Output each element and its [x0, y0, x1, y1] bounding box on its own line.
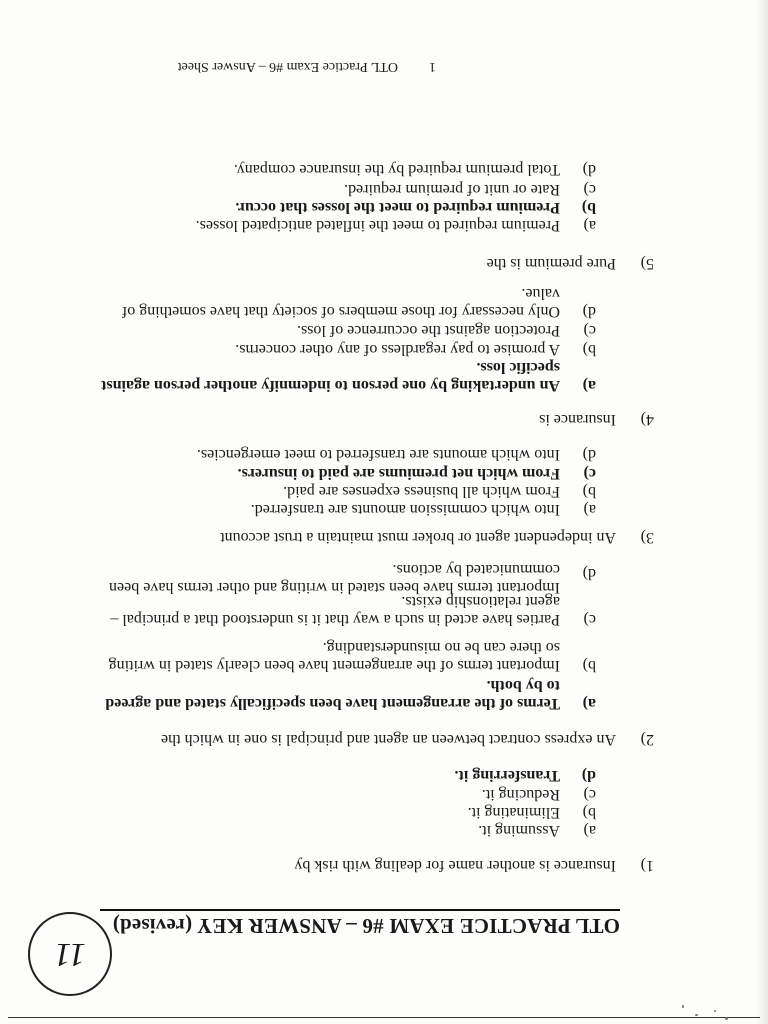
correct-answer: From which net premiums are paid to insurers.	[237, 465, 560, 482]
question-number: 4)	[640, 411, 654, 428]
scan-edge	[756, 0, 768, 1024]
question-number: 3)	[640, 529, 654, 546]
option-text: Important terms of the arrangement have been clearly stated in writing so there can be no misunderstanding.	[108, 639, 560, 674]
question-number: 2)	[640, 731, 654, 748]
option-letter: a)	[583, 217, 596, 234]
option-letter: c)	[583, 611, 596, 628]
option-letter: b)	[582, 341, 596, 358]
option-letter: a)	[583, 822, 596, 839]
option-letter: c)	[583, 181, 596, 198]
option-text: Only necessary for those members of society that have something of value.	[121, 285, 560, 320]
option-text: From which all business expenses are paid.	[283, 483, 560, 500]
option-text: Reducing it.	[481, 786, 560, 803]
handwritten-page-number: 11	[28, 912, 112, 996]
option-text: Protection against the occurrence of loss.	[296, 322, 560, 339]
option-letter-correct: a)	[582, 695, 596, 712]
option-letter-correct: a)	[582, 377, 596, 394]
option-text: Into which commission amounts are transferred.	[250, 501, 560, 518]
scan-speck	[714, 1010, 716, 1012]
page-title: OTL PRACTICE EXAM #6 – ANSWER KEY (revised)	[100, 909, 620, 938]
option-letter: c)	[583, 786, 596, 803]
option-letter: b)	[582, 483, 596, 500]
option-text: Rate or unit of premium required.	[344, 181, 560, 198]
option-letter: b)	[582, 657, 596, 674]
correct-answer: An undertaking by one person to indemnify another person against specific loss.	[101, 359, 560, 394]
option-text: Premium required to meet the inflated anticipated losses.	[195, 217, 560, 234]
question-text: Insurance is	[539, 411, 616, 428]
option-letter: b)	[582, 804, 596, 821]
question-number: 5)	[640, 255, 654, 272]
scan-speck	[682, 1005, 684, 1008]
option-text: Parties have acted in such a way that it is understood that a principal – agent relationship exists.	[110, 593, 560, 628]
footer-page-number: 1	[429, 59, 436, 74]
scan-speck	[725, 1017, 728, 1020]
option-text: Into which amounts are transferred to meet emergencies.	[196, 446, 560, 463]
correct-answer: Transferring it.	[454, 767, 560, 784]
option-letter: d)	[582, 161, 596, 178]
question-text: Pure premium is the	[486, 255, 616, 272]
option-text: Eliminating it.	[467, 804, 560, 821]
option-letter: c)	[583, 322, 596, 339]
option-letter: d)	[582, 565, 596, 582]
question-text: An express contract between an agent and principal is one in which the	[161, 731, 616, 748]
option-letter-correct: b)	[581, 199, 596, 216]
question-text: An independent agent or broker must maintain a trust account	[220, 529, 616, 546]
option-letter: d)	[582, 446, 596, 463]
option-text: Assuming it.	[478, 822, 560, 839]
option-letter: a)	[583, 501, 596, 518]
scan-speck	[695, 1014, 698, 1016]
option-text: Important terms have been stated in writing and other terms have been communicated by actions.	[109, 561, 560, 596]
page-border-line	[8, 1017, 760, 1018]
option-letter-correct: d)	[581, 767, 596, 784]
option-text: A promise to pay regardless of any other concerns.	[235, 341, 560, 358]
correct-answer: Premium required to meet the losses that occur.	[235, 199, 560, 216]
option-letter-correct: c)	[583, 465, 596, 482]
option-text: Total premium required by the insurance company.	[233, 161, 560, 178]
question-number: 1)	[640, 857, 654, 874]
option-letter: d)	[582, 303, 596, 320]
footer-text: OTL Practice Exam #6 – Answer Sheet	[177, 59, 398, 74]
correct-answer: Terms of the arrangement have been specifically stated and agreed to by both.	[105, 677, 560, 712]
question-text: Insurance is another name for dealing with risk by	[294, 857, 616, 874]
